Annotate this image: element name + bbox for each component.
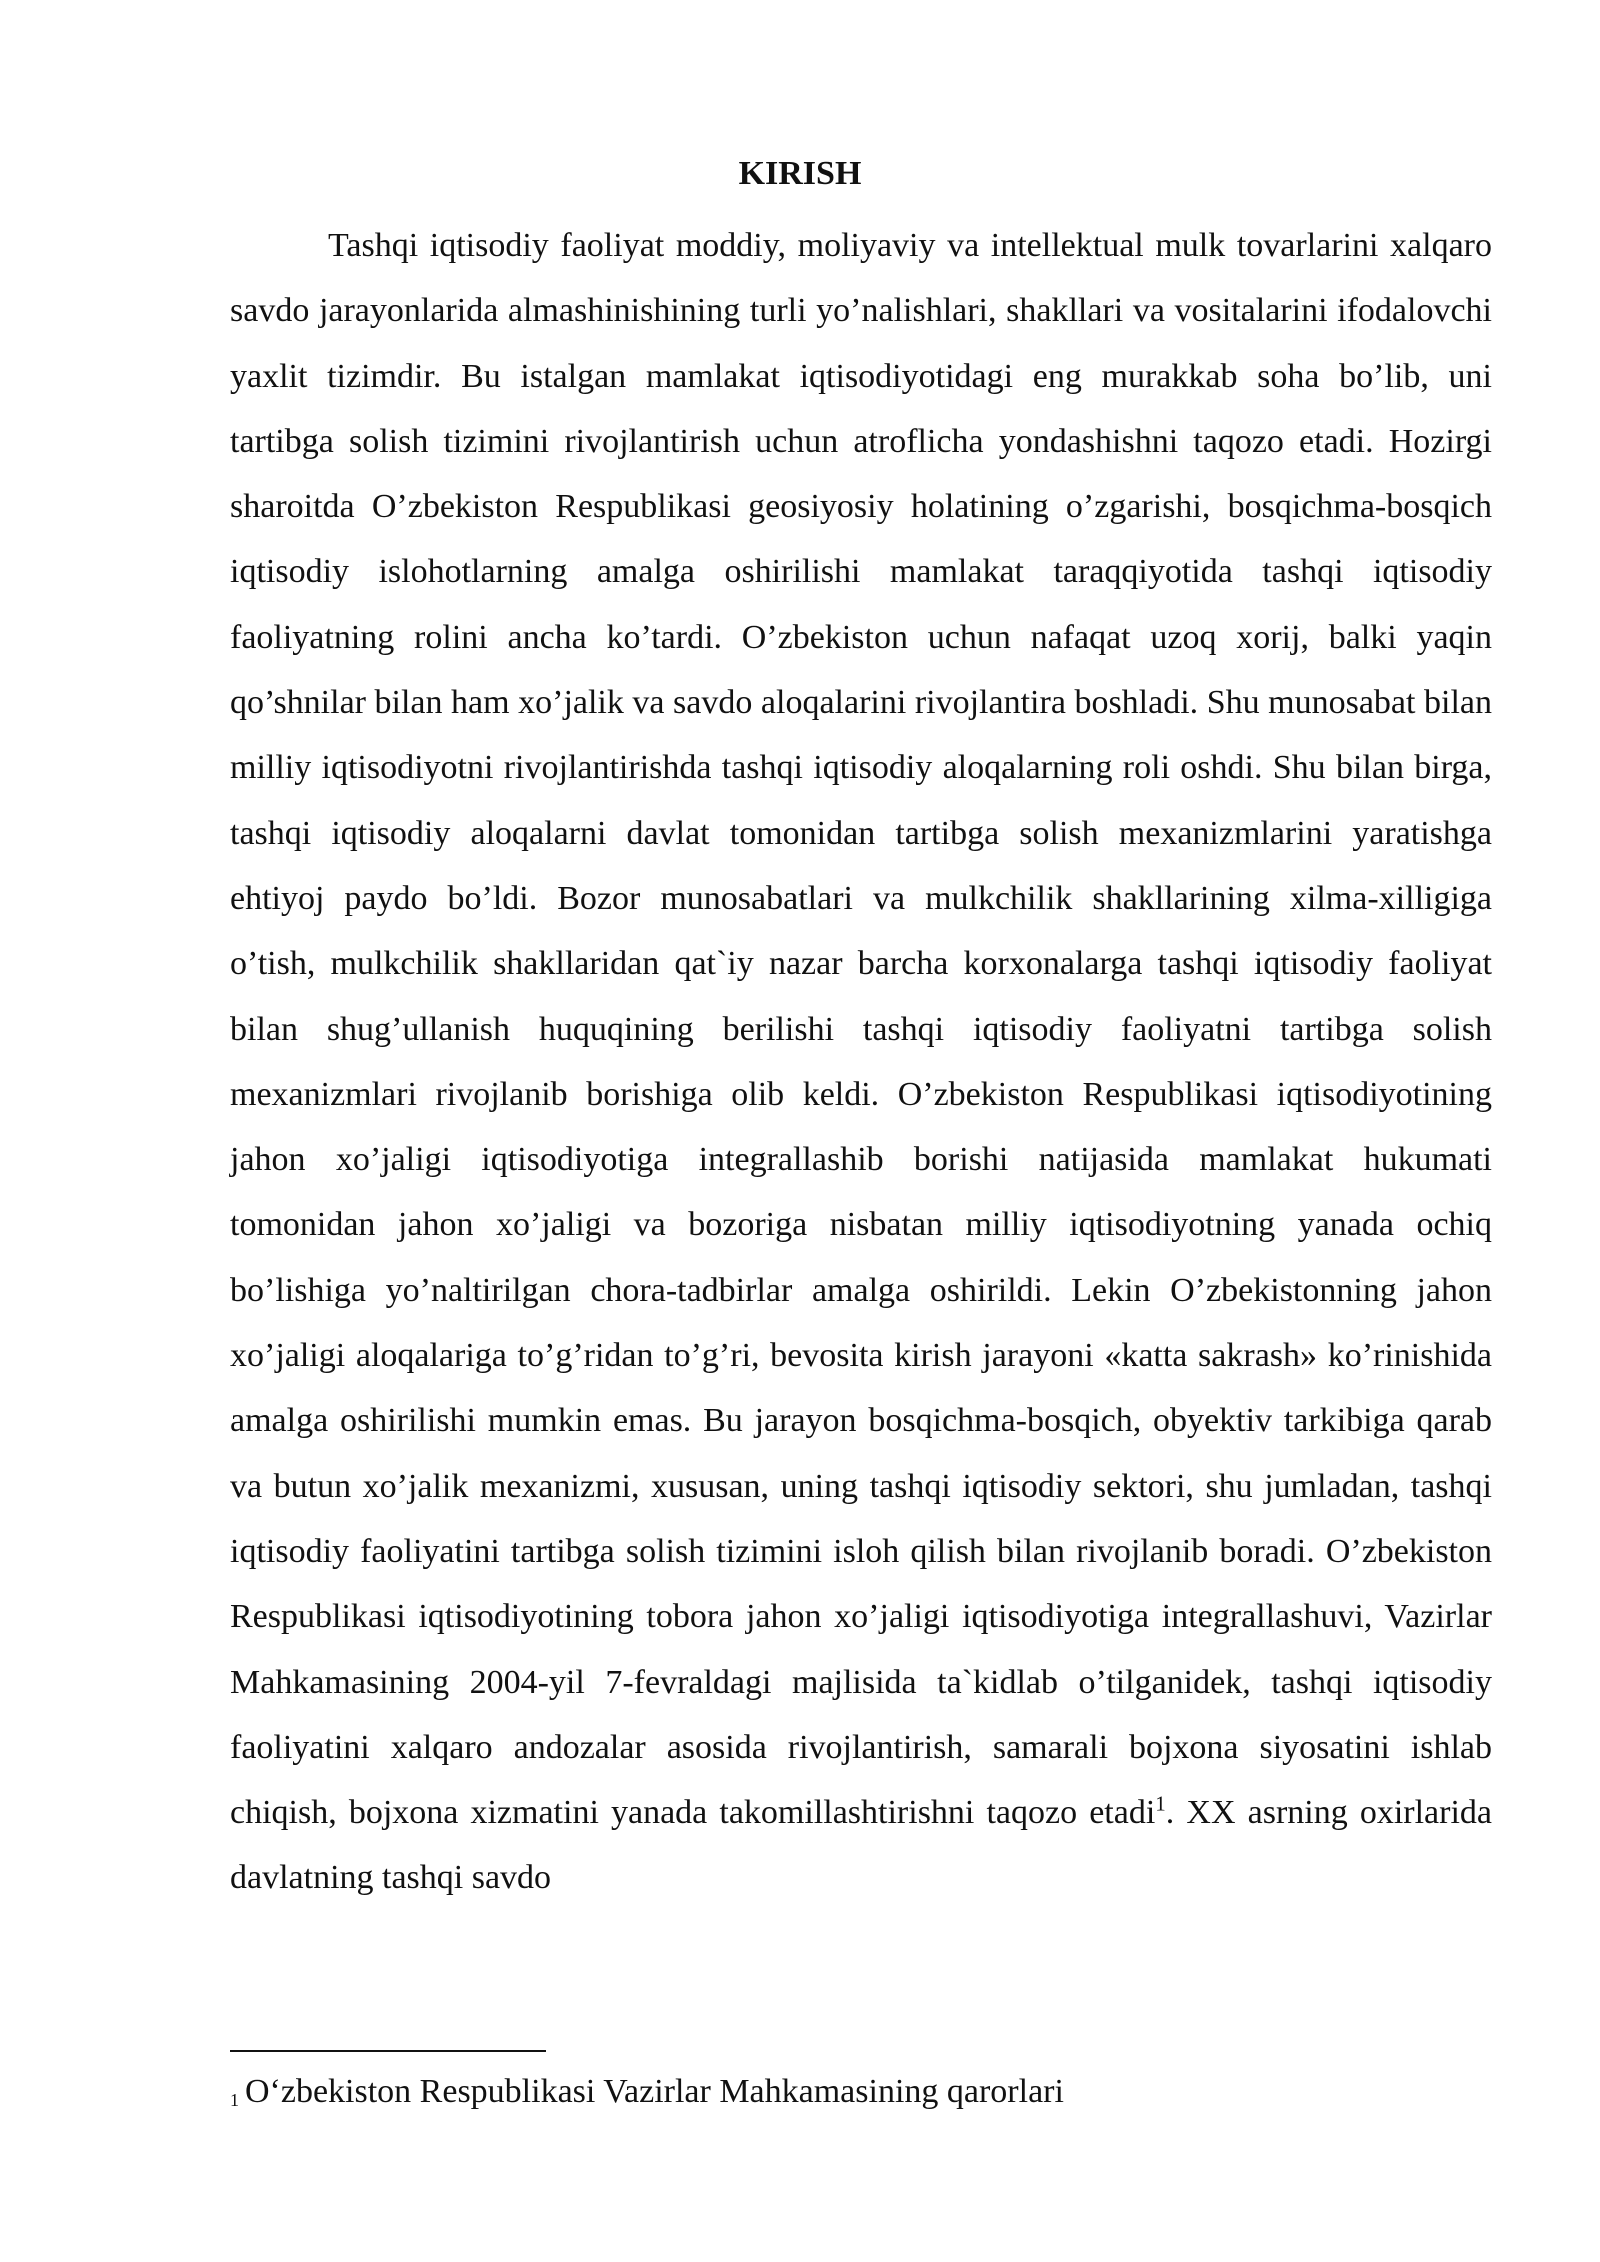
footnote xyxy=(230,2070,1064,2114)
footnote-separator xyxy=(230,2050,546,2052)
footnote-text: O‘zbekiston Respublikasi Vazirlar Mahkamasining qarorlari xyxy=(245,2073,1064,2110)
paragraph-tail-text: . XX asrning oxirlarida davlatning tashqi savdo xyxy=(230,1794,1492,1897)
footnote-mark: 1 xyxy=(230,2090,239,2110)
body-paragraph xyxy=(230,213,1492,1911)
footnote-reference[interactable]: 1 xyxy=(1155,1791,1166,1816)
paragraph-main-text: Tashqi iqtisodiy faoliyat moddiy, moliyaviy va intellektual mulk tovarlarini xalqaro savdo jarayonlarida almashinishining turli yo’nalishlari, shakllari va vositalarini ifodalovchi yaxlit tizimdir. Bu istalgan mamlakat iqtisodiyotidagi eng murakkab soha bo’lib, uni tartibga solish tizimini rivojlantirish uchun atroflicha yondashishni taqozo etadi. Hozirgi sharoitda O’zbekiston Respublikasi geosiyosiy holatining o’zgarishi, bosqichma-bosqich iqtisodiy islohotlarning amalga oshirilishi mamlakat taraqqiyotida tashqi iqtisodiy faoliyatning rolini ancha ko’tardi. O’zbekiston uchun nafaqat uzoq xorij, balki yaqin qo’shnilar bilan ham xo’jalik va savdo aloqalarini rivojlantira boshladi. Shu munosabat bilan milliy iqtisodiyotni rivojlantirishda tashqi iqtisodiy aloqalarning roli oshdi. Shu bilan birga, tashqi iqtisodiy aloqalarni davlat tomonidan tartibga solish mexanizmlarini yaratishga ehtiyoj paydo bo’ldi. Bozor munosabatlari va mulkchilik shakllarining xilma-xilligiga o’tish, mulkchilik shakllaridan qat`iy nazar barcha korxonalarga tashqi iqtisodiy faoliyat bilan shug’ullanish huquqining berilishi tashqi iqtisodiy faoliyatni tartibga solish mexanizmlari rivojlanib borishiga olib keldi. O’zbekiston Respublikasi iqtisodiyotining jahon xo’jaligi iqtisodiyotiga integrallashib borishi natijasida mamlakat hukumati tomonidan jahon xo’jaligi va bozoriga nisbatan milliy iqtisodiyotning yanada ochiq bo’lishiga yo’naltirilgan chora-tadbirlar amalga oshirildi. Lekin O’zbekistonning jahon xo’jaligi aloqalariga to’g’ridan to’g’ri, bevosita kirish jarayoni «katta sakrash» ko’rinishida amalga oshirilishi mumkin emas. Bu jarayon bosqichma-bosqich, obyektiv tarkibiga qarab va butun xo’jalik mexanizmi, xususan, uning tashqi iqtisodiy sektori, shu jumladan, tashqi iqtisodiy faoliyatini tartibga solish tizimini isloh qilish bilan rivojlanib boradi. O’zbekiston Respublikasi iqtisodiyotining tobora jahon xo’jaligi iqtisodiyotiga integrallashuvi, Vazirlar Mahkamasining 2004-yil 7-fevraldagi majlisida ta`kidlab o’tilganidek, tashqi iqtisodiy faoliyatini xalqaro andozalar asosida rivojlantirish, samarali bojxona siyosatini ishlab chiqish, bojxona xizmatini yanada takomillashtirishni taqozo etadi xyxy=(230,227,1492,1832)
page-title: KIRISH xyxy=(738,155,862,192)
